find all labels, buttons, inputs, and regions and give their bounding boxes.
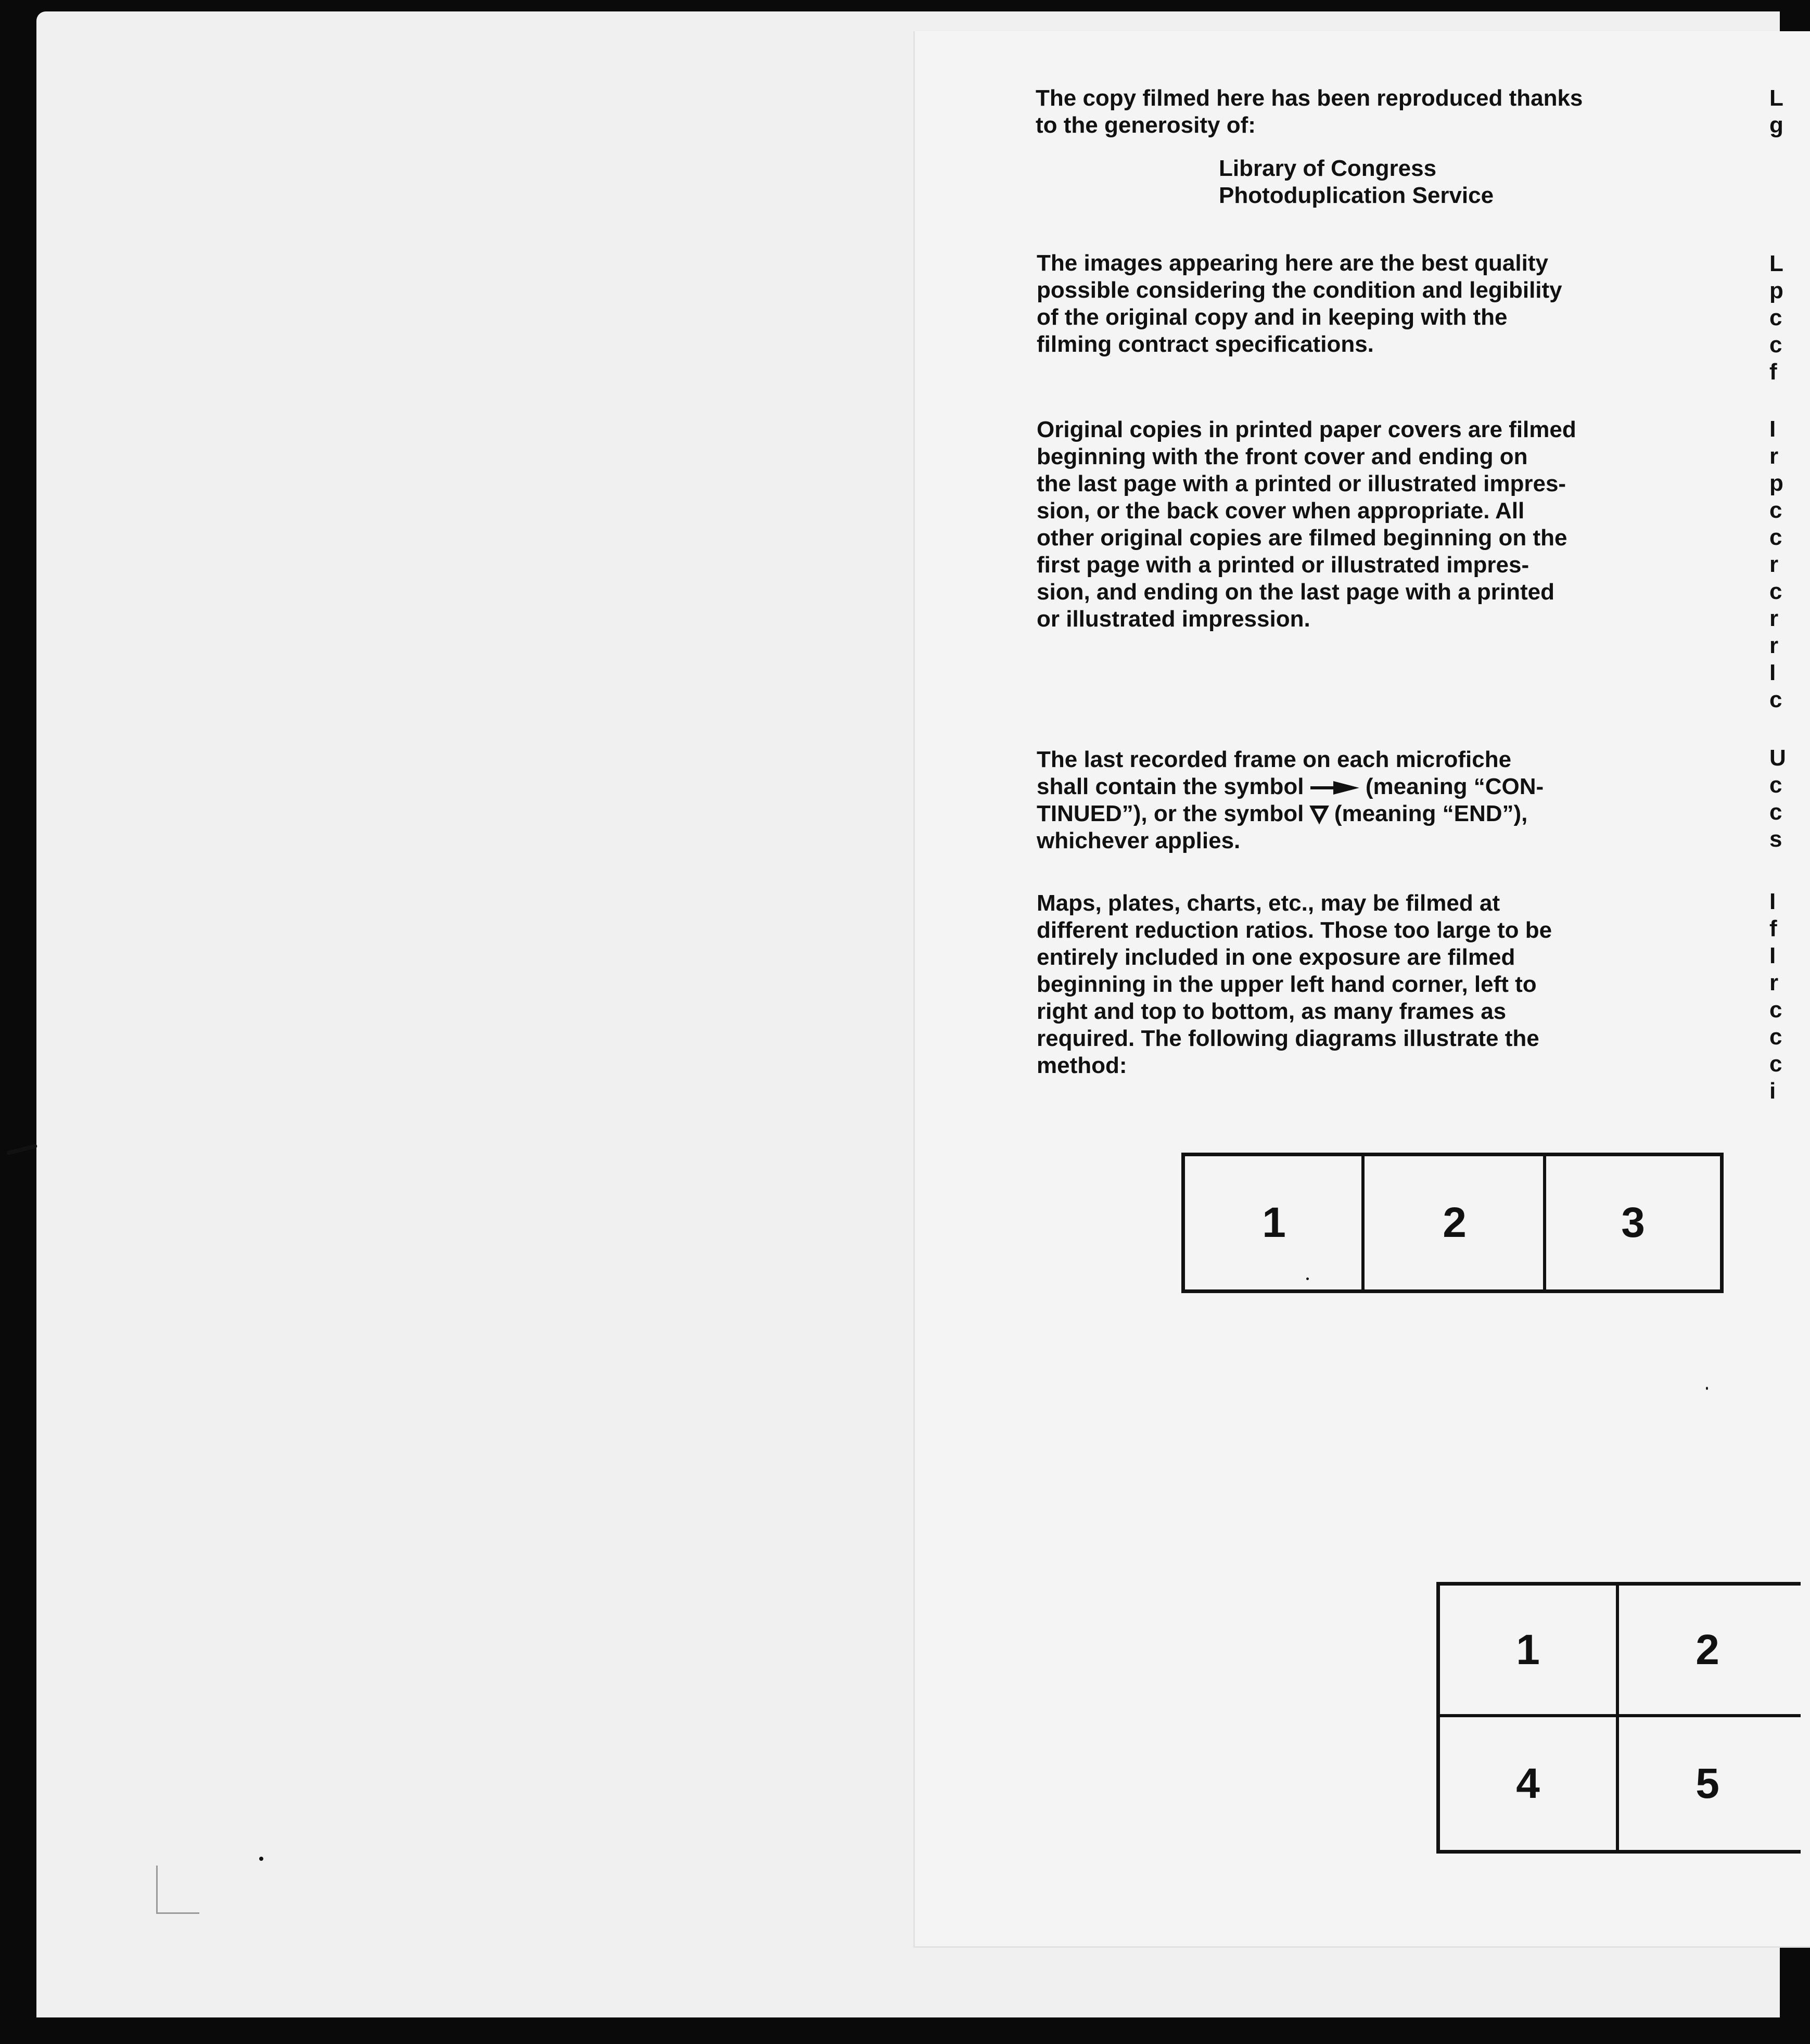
continued-arrow-icon	[1310, 781, 1359, 795]
adjacent-page-fragment: i	[1769, 1078, 1776, 1104]
adjacent-page-fragment: s	[1769, 826, 1782, 852]
institution-name: Library of Congress Photoduplication Service	[1219, 156, 1494, 208]
adjacent-page-fragment: c	[1769, 799, 1782, 825]
adjacent-page-fragment: c	[1769, 332, 1782, 357]
maps-paragraph: Maps, plates, charts, etc., may be filmed at different reduction ratios. Those too large to be entirely included in one exposure are filmed beginning in the upper left hand corner, left to right and top to bottom, as many frames as required. The following diagrams illustrate the method:	[1037, 890, 1552, 1078]
adjacent-page-fragment: c	[1769, 1051, 1782, 1077]
diagram-grid-of-frames	[1436, 1582, 1801, 1854]
adjacent-page-fragment: c	[1769, 772, 1782, 798]
acknowledgment-intro: The copy filmed here has been reproduced thanks to the generosity of:	[1036, 85, 1583, 138]
adjacent-page-fragment: r	[1769, 606, 1779, 631]
last-frame-line-2-start: shall contain the symbol	[1037, 774, 1310, 799]
end-triangle-icon	[1310, 805, 1328, 823]
scan-speck	[259, 1857, 263, 1861]
frame-number: 1	[1262, 1199, 1286, 1246]
last-frame-line-2-end: (meaning “CON-	[1359, 774, 1544, 799]
frame-number: 3	[1621, 1199, 1645, 1246]
last-frame-line-3	[1037, 800, 1544, 827]
scan-speck	[6, 1144, 37, 1155]
adjacent-page-fragment: f	[1769, 916, 1777, 941]
last-frame-paragraph	[1037, 746, 1544, 854]
adjacent-page-fragment: g	[1769, 112, 1783, 138]
scan-speck	[1706, 1387, 1708, 1390]
scan-speck	[1306, 1278, 1309, 1280]
frame-number: 4	[1516, 1759, 1540, 1807]
adjacent-page-fragment: I	[1769, 889, 1776, 914]
last-frame-line-2	[1037, 773, 1544, 800]
frame-number: 1	[1516, 1626, 1540, 1673]
adjacent-page-fragment: c	[1769, 1024, 1782, 1050]
adjacent-page-fragment: f	[1769, 359, 1777, 385]
adjacent-page-fragment: I	[1769, 660, 1776, 685]
adjacent-page-fragment: c	[1769, 525, 1782, 550]
frame-number: 5	[1696, 1759, 1719, 1807]
last-frame-line-3-end: (meaning “END”),	[1328, 801, 1528, 826]
last-frame-line-1: The last recorded frame on each microfiche	[1037, 747, 1512, 772]
quality-paragraph: The images appearing here are the best quality possible considering the condition and legibility of the original copy and in keeping with the filming contract specifications.	[1037, 250, 1562, 357]
adjacent-page-fragment: L	[1769, 85, 1783, 111]
adjacent-page-fragment: p	[1769, 278, 1783, 303]
adjacent-page-fragment: I	[1769, 416, 1776, 442]
adjacent-page-fragment: r	[1769, 970, 1779, 995]
adjacent-page-fragment: c	[1769, 497, 1782, 523]
adjacent-page-fragment: p	[1769, 470, 1783, 496]
adjacent-page-fragment: U	[1769, 745, 1786, 771]
last-frame-line-4: whichever applies.	[1037, 828, 1241, 853]
adjacent-page-fragment: I	[1769, 943, 1776, 968]
original-copies-paragraph: Original copies in printed paper covers are filmed beginning with the front cover and ending on the last page with a printed or illustrated impres- sion, or the back cover when appropriate. All other original copies are filmed beginning on the first page with a printed or illustrated impres- sion, and ending on the last page with a printed or illustrated impression.	[1037, 417, 1576, 632]
adjacent-page-fragment: L	[1769, 251, 1783, 276]
adjacent-page-fragment: c	[1769, 687, 1782, 712]
page-corner-mark	[156, 1866, 199, 1914]
diagram-row-of-frames	[1181, 1153, 1724, 1293]
adjacent-page-fragment: c	[1769, 579, 1782, 604]
frame-number: 2	[1696, 1626, 1719, 1673]
adjacent-page-fragment: c	[1769, 305, 1782, 330]
adjacent-page-fragment: r	[1769, 552, 1779, 577]
last-frame-line-3-start: TINUED”), or the symbol	[1037, 801, 1310, 826]
adjacent-page-fragment: r	[1769, 443, 1779, 469]
adjacent-page-fragment: c	[1769, 997, 1782, 1023]
adjacent-page-fragment: r	[1769, 633, 1779, 658]
frame-number: 2	[1443, 1199, 1467, 1246]
